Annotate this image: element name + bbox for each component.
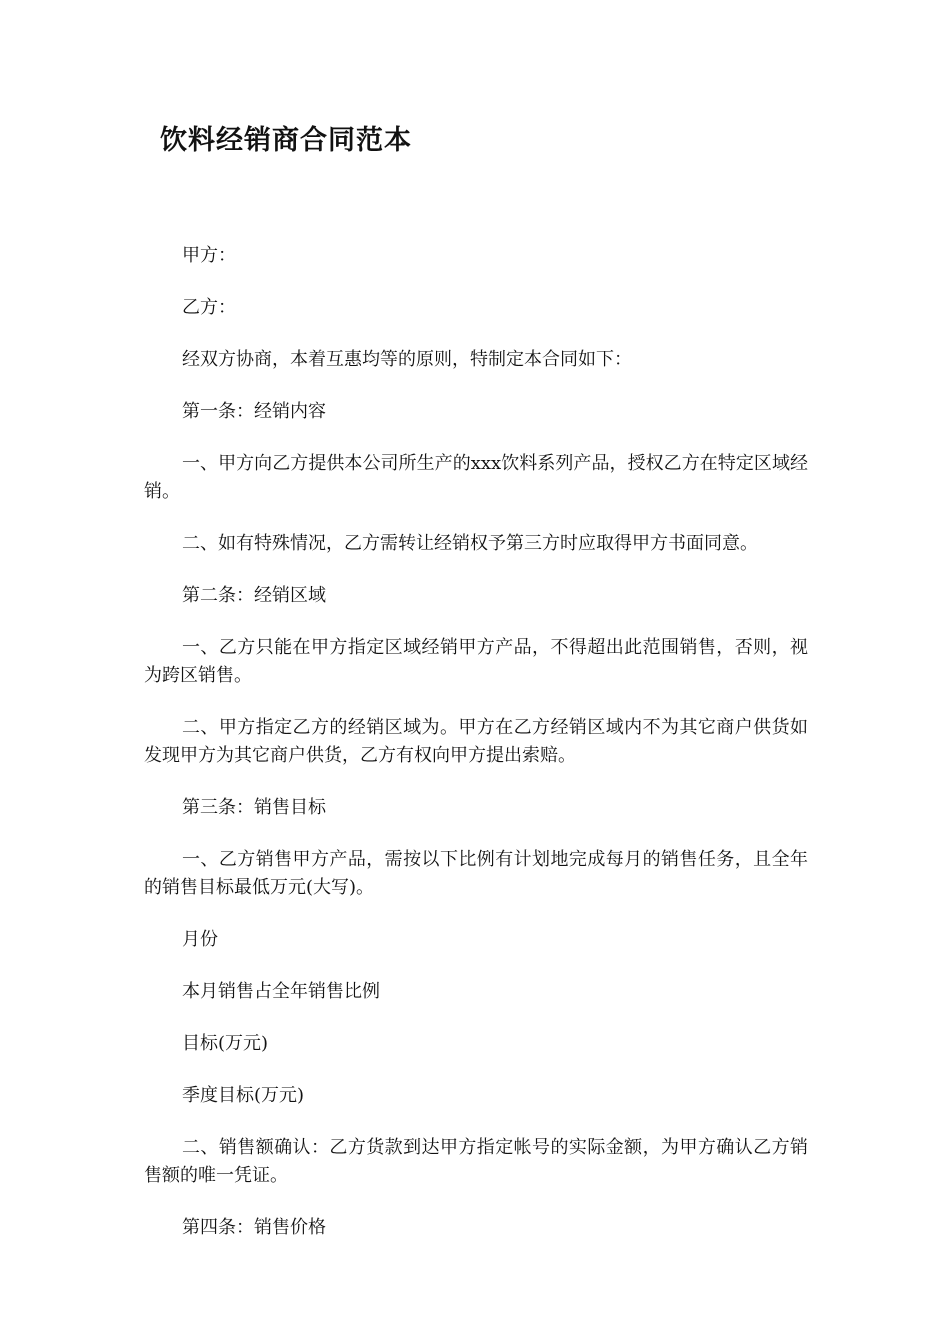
article-4-heading: 第四条：销售价格 (182, 1217, 326, 1238)
article-1-clause-1: 一、甲方向乙方提供本公司所生产的xxx饮料系列产品，授权乙方在特定区域经销。 (144, 453, 808, 502)
target-label: 目标(万元) (182, 1033, 269, 1054)
article-2-clause-2: 二、甲方指定乙方的经销区域为。甲方在乙方经销区域内不为其它商户供货如发现甲方为其它商户供货，乙方有权向甲方提出索赔。 (144, 717, 808, 766)
party-b-line: 乙方： (182, 297, 236, 318)
article-3-clause-2: 二、销售额确认：乙方货款到达甲方指定帐号的实际金额，为甲方确认乙方销售额的唯一凭证。 (144, 1137, 808, 1186)
article-2-heading: 第二条：经销区域 (182, 585, 326, 606)
monthly-ratio-label: 本月销售占全年销售比例 (182, 981, 380, 1002)
article-2-clause-1: 一、乙方只能在甲方指定区域经销甲方产品，不得超出此范围销售，否则，视为跨区销售。 (144, 637, 808, 686)
article-3-clause-1: 一、乙方销售甲方产品，需按以下比例有计划地完成每月的销售任务，且全年的销售目标最低万元(大写)。 (144, 849, 808, 898)
article-1-clause-2: 二、如有特殊情况，乙方需转让经销权予第三方时应取得甲方书面同意。 (182, 533, 758, 554)
quarterly-target-label: 季度目标(万元) (182, 1085, 305, 1106)
article-1-heading: 第一条：经销内容 (182, 401, 326, 422)
document-title: 饮料经销商合同范本 (160, 125, 412, 156)
document-body (144, 242, 808, 1266)
party-a-line: 甲方： (182, 245, 236, 266)
preamble-paragraph: 经双方协商，本着互惠均等的原则，特制定本合同如下： (182, 349, 632, 370)
month-label: 月份 (182, 929, 218, 950)
article-3-heading: 第三条：销售目标 (182, 797, 326, 818)
